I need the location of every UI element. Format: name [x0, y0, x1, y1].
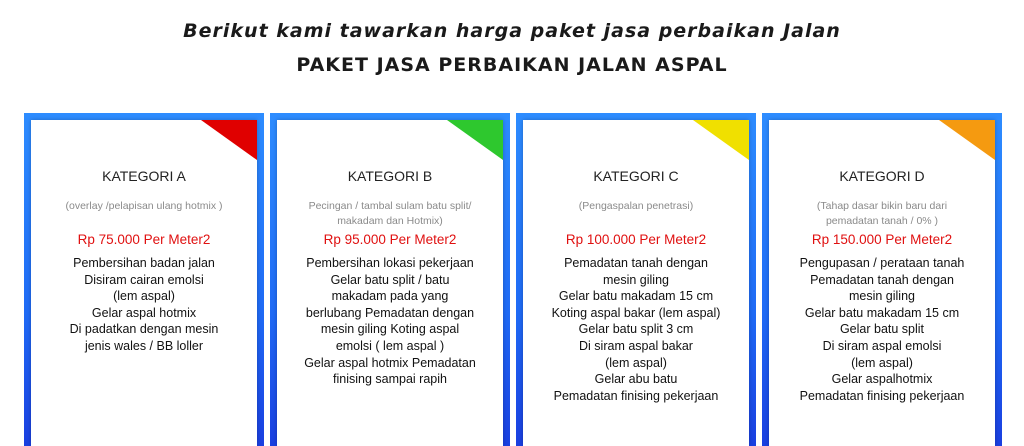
pricing-card-a: [24, 113, 264, 446]
description-line: mesin giling: [848, 289, 915, 304]
description-line: Pemadatan finising pekerjaan: [799, 388, 965, 403]
description-line: mesin giling Koting aspal: [320, 322, 460, 337]
corner-ribbon: [201, 120, 257, 160]
description-line: Di siram aspal emolsi: [822, 338, 942, 353]
card-panel: [523, 120, 749, 446]
description-line: Gelar aspal hotmix Pemadatan: [304, 355, 476, 370]
description-line: Pemadatan tanah dengan: [810, 272, 954, 287]
card-panel: [769, 120, 995, 446]
card-title: KATEGORI C: [593, 168, 679, 184]
description-line: mesin giling: [602, 272, 669, 287]
card-subtitle: [291, 199, 489, 229]
description-line: Pembersihan badan jalan: [73, 256, 215, 270]
card-subtitle: [783, 199, 981, 229]
description-line: Gelar batu split / batu: [330, 272, 450, 287]
card-description: [777, 255, 987, 404]
header-intro: Berikut kami tawarkan harga paket jasa perbaikan Jalan: [183, 20, 841, 42]
subtitle-line: makadam dan Hotmix): [337, 215, 443, 227]
description-line: makadam pada yang: [331, 289, 449, 304]
card-title: KATEGORI D: [839, 168, 925, 184]
subtitle-line: Pecingan / tambal sulam batu split/: [308, 200, 472, 212]
description-line: Gelar batu makadam 15 cm: [558, 289, 714, 304]
description-line: emolsi ( lem aspal ): [335, 338, 445, 353]
corner-ribbon: [939, 120, 995, 160]
description-line: (lem aspal): [605, 355, 667, 370]
description-line: Pembersihan lokasi pekerjaan: [306, 256, 474, 270]
description-line: Disiram cairan emolsi: [84, 272, 204, 287]
card-subtitle: [537, 199, 735, 214]
header-title: PAKET JASA PERBAIKAN JALAN ASPAL: [296, 54, 728, 76]
description-line: Pemadatan finising pekerjaan: [553, 388, 719, 403]
pricing-card-b: [270, 113, 510, 446]
corner-ribbon: [693, 120, 749, 160]
description-line: jenis wales / BB loller: [84, 338, 204, 353]
description-line: Di siram aspal bakar: [579, 338, 693, 353]
description-line: Pemadatan tanah dengan: [564, 256, 708, 270]
description-line: Gelar aspalhotmix: [831, 372, 933, 387]
subtitle-line: (Tahap dasar bikin baru dari: [816, 200, 948, 212]
card-description: [39, 255, 249, 355]
card-price: Rp 100.000 Per Meter2: [565, 232, 707, 247]
subtitle-line: pemadatan tanah / 0% ): [825, 215, 939, 227]
card-price: Rp 95.000 Per Meter2: [323, 232, 457, 247]
card-panel: [277, 120, 503, 446]
description-line: (lem aspal): [851, 355, 913, 370]
description-line: Gelar batu split: [839, 322, 925, 337]
description-line: (lem aspal): [113, 289, 175, 304]
description-line: Di padatkan dengan mesin: [69, 322, 219, 337]
description-line: finising sampai rapih: [333, 372, 447, 387]
description-line: berlubang Pemadatan dengan: [305, 305, 475, 320]
pricing-card-d: [762, 113, 1002, 446]
pricing-card-c: [516, 113, 756, 446]
description-line: Gelar abu batu: [594, 372, 678, 387]
description-line: Gelar batu split 3 cm: [578, 322, 694, 337]
corner-ribbon: [447, 120, 503, 160]
card-subtitle: [45, 199, 243, 214]
card-price: Rp 150.000 Per Meter2: [811, 232, 953, 247]
card-title: KATEGORI A: [102, 168, 186, 184]
subtitle-line: (overlay /pelapisan ulang hotmix ): [65, 200, 223, 212]
subtitle-line: (Pengaspalan penetrasi): [578, 200, 694, 212]
card-price: Rp 75.000 Per Meter2: [77, 232, 211, 247]
card-panel: [31, 120, 257, 446]
card-description: [531, 255, 741, 404]
description-line: Gelar aspal hotmix: [91, 305, 197, 320]
description-line: Koting aspal bakar (lem aspal): [551, 305, 721, 320]
card-title: KATEGORI B: [347, 168, 433, 184]
description-line: Pengupasan / perataan tanah: [799, 256, 965, 270]
description-line: Gelar batu makadam 15 cm: [804, 305, 960, 320]
card-description: [285, 255, 495, 388]
